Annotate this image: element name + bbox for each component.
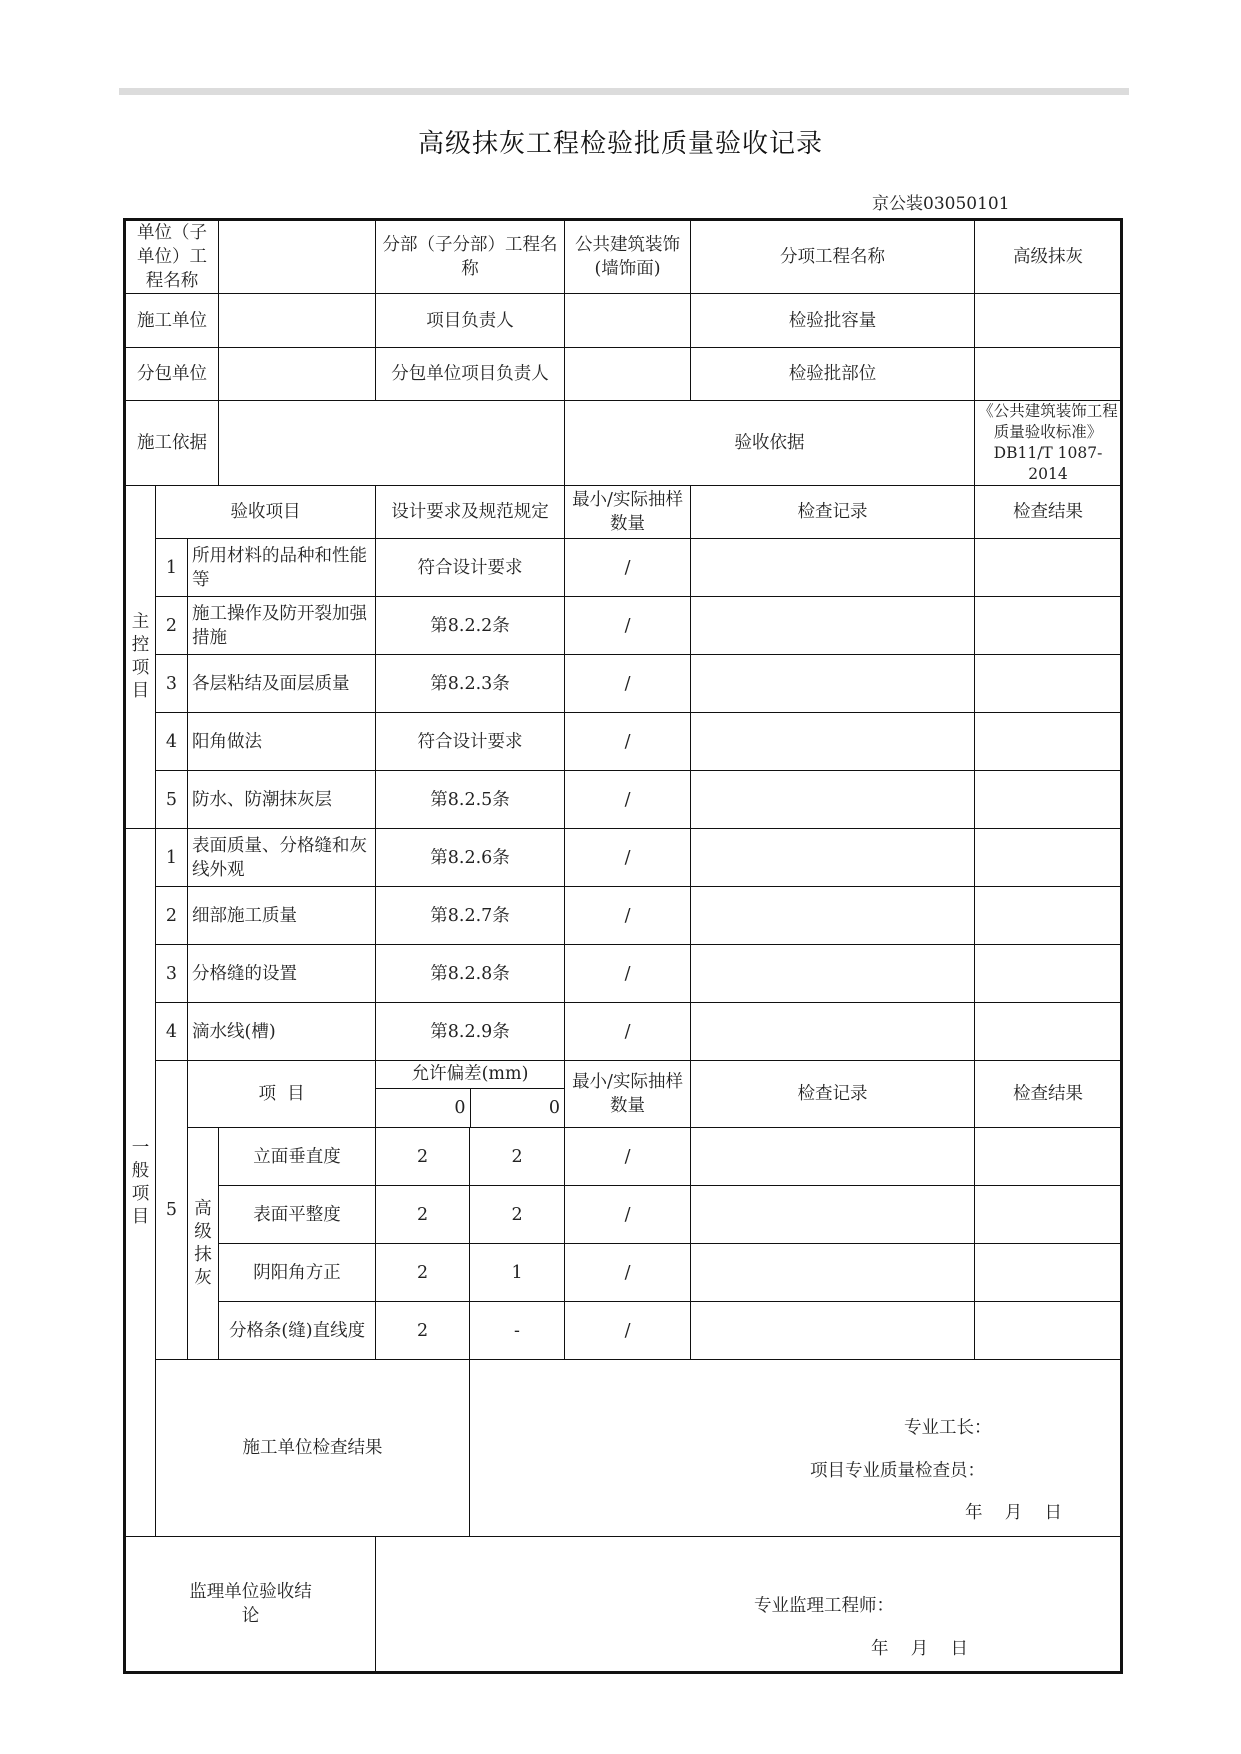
tolerance-label: 允许偏差(mm): [376, 1061, 564, 1089]
supervising-engineer-label: 专业监理工程师：: [754, 1596, 895, 1616]
row-number: 3: [156, 945, 188, 1003]
row-record[interactable]: [691, 1244, 975, 1302]
row-sample[interactable]: /: [565, 887, 691, 945]
row-item: 所用材料的品种和性能等: [188, 539, 376, 597]
table-row: [125, 1128, 1122, 1186]
date-label: 年 月 日: [965, 1503, 1063, 1523]
deviation-record-header: 检查记录: [691, 1061, 975, 1128]
row-item: 表面质量、分格缝和灰线外观: [188, 829, 376, 887]
col-design-header: 设计要求及规范规定: [376, 486, 565, 539]
deviation-result-header: 检查结果: [975, 1061, 1122, 1128]
row-number: 2: [156, 887, 188, 945]
row-requirement: 第8.2.6条: [376, 829, 565, 887]
table-row: [125, 597, 1122, 655]
row-requirement: 第8.2.7条: [376, 887, 565, 945]
main-control-label: 主控项目: [125, 486, 156, 829]
tolerance-header: [376, 1061, 565, 1128]
construction-basis-value[interactable]: [219, 401, 565, 486]
item-name-value[interactable]: 高级抹灰: [975, 220, 1122, 294]
foreman-label: 专业工长：: [904, 1418, 992, 1438]
project-manager-label: 项目负责人: [376, 294, 565, 348]
deviation-group-label: 高级抹灰: [188, 1128, 219, 1360]
row-record[interactable]: [691, 655, 975, 713]
row-sample[interactable]: /: [565, 1128, 691, 1186]
sub-pm-label: 分包单位项目负责人: [376, 348, 565, 401]
row-item: 立面垂直度: [219, 1128, 376, 1186]
row-item: 施工操作及防开裂加强措施: [188, 597, 376, 655]
form-code: 京公装03050101: [872, 194, 1010, 214]
tolerance-col-2: 0: [548, 1098, 561, 1118]
row-record[interactable]: [691, 1302, 975, 1360]
row-result[interactable]: [975, 713, 1122, 771]
table-row: [125, 1003, 1122, 1061]
row-number: 1: [156, 539, 188, 597]
row-number: 4: [156, 713, 188, 771]
row-tolerance-1: 2: [376, 1302, 470, 1360]
row-record[interactable]: [691, 887, 975, 945]
row-result[interactable]: [975, 597, 1122, 655]
quality-inspector-label: 项目专业质量检查员：: [810, 1461, 986, 1481]
row-number: 3: [156, 655, 188, 713]
subdivision-label: 分部（子分部）工程名称: [376, 220, 565, 294]
table-row: [125, 887, 1122, 945]
table-row: [125, 771, 1122, 829]
row-result[interactable]: [975, 1244, 1122, 1302]
table-row: [125, 945, 1122, 1003]
inspection-record-table: [123, 218, 1123, 1674]
row-requirement: 第8.2.9条: [376, 1003, 565, 1061]
row-record[interactable]: [691, 713, 975, 771]
date-label: 年 月 日: [871, 1639, 969, 1659]
row-record[interactable]: [691, 1128, 975, 1186]
supervisor-signature-area[interactable]: [376, 1537, 1122, 1673]
row-item: 分格缝的设置: [188, 945, 376, 1003]
row-item: 防水、防潮抹灰层: [188, 771, 376, 829]
batch-capacity-label: 检验批容量: [691, 294, 975, 348]
row-item: 各层粘结及面层质量: [188, 655, 376, 713]
row-item: 表面平整度: [219, 1186, 376, 1244]
table-row: [125, 829, 1122, 887]
row-result[interactable]: [975, 1003, 1122, 1061]
row-requirement: 第8.2.5条: [376, 771, 565, 829]
row-sample[interactable]: /: [565, 829, 691, 887]
row-record[interactable]: [691, 945, 975, 1003]
row-record[interactable]: [691, 1003, 975, 1061]
row-tolerance-2: 1: [470, 1244, 565, 1302]
row-number: 2: [156, 597, 188, 655]
row-requirement: 符合设计要求: [376, 713, 565, 771]
row-sample[interactable]: /: [565, 539, 691, 597]
subcontractor-label: 分包单位: [125, 348, 219, 401]
item-name-label: 分项工程名称: [691, 220, 975, 294]
row-item: 阳角做法: [188, 713, 376, 771]
constructor-value[interactable]: [219, 294, 376, 348]
row-tolerance-1: 2: [376, 1128, 470, 1186]
row-result[interactable]: [975, 1128, 1122, 1186]
unit-value[interactable]: [219, 220, 376, 294]
constructor-check-label: 施工单位检查结果: [156, 1360, 470, 1537]
row-number: 1: [156, 829, 188, 887]
constructor-label: 施工单位: [125, 294, 219, 348]
row-sample[interactable]: /: [565, 1186, 691, 1244]
acceptance-basis-value: 《公共建筑装饰工程质量验收标准》DB11/T 1087-2014: [975, 401, 1122, 486]
row-result[interactable]: [975, 829, 1122, 887]
row-tolerance-2: 2: [470, 1128, 565, 1186]
project-manager-value[interactable]: [565, 294, 691, 348]
deviation-sample-header: 最小/实际抽样数量: [565, 1061, 691, 1128]
row-result[interactable]: [975, 1186, 1122, 1244]
row-item: 阴阳角方正: [219, 1244, 376, 1302]
row-number: 5: [156, 1061, 188, 1360]
unit-label: 单位（子单位）工程名称: [125, 220, 219, 294]
table-row: [125, 655, 1122, 713]
row-sample[interactable]: /: [565, 1302, 691, 1360]
construction-basis-label: 施工依据: [125, 401, 219, 486]
document-title: 高级抹灰工程检验批质量验收记录: [417, 129, 823, 159]
row-result[interactable]: [975, 1302, 1122, 1360]
table-row: [125, 1302, 1122, 1360]
row-requirement: 第8.2.2条: [376, 597, 565, 655]
general-items-label: 一般项目: [125, 829, 156, 1537]
row-number: 4: [156, 1003, 188, 1061]
supervisor-conclusion-label: 监理单位验收结论: [125, 1537, 376, 1673]
row-sample[interactable]: /: [565, 1003, 691, 1061]
row-sample[interactable]: /: [565, 597, 691, 655]
row-result[interactable]: [975, 539, 1122, 597]
row-requirement: 第8.2.8条: [376, 945, 565, 1003]
row-item: 滴水线(槽): [188, 1003, 376, 1061]
col-record-header: 检查记录: [691, 486, 975, 539]
row-requirement: 符合设计要求: [376, 539, 565, 597]
tolerance-col-1: 0: [376, 1089, 471, 1127]
row-result[interactable]: [975, 887, 1122, 945]
row-tolerance-2: -: [470, 1302, 565, 1360]
table-row: [125, 1186, 1122, 1244]
table-row: [125, 1244, 1122, 1302]
row-requirement: 第8.2.3条: [376, 655, 565, 713]
acceptance-basis-label: 验收依据: [565, 401, 975, 486]
row-result[interactable]: [975, 945, 1122, 1003]
row-item: 分格条(缝)直线度: [219, 1302, 376, 1360]
row-result[interactable]: [975, 771, 1122, 829]
top-divider-bar: [119, 88, 1129, 95]
batch-location-value[interactable]: [975, 348, 1122, 401]
subdivision-value[interactable]: 公共建筑装饰(墙饰面): [565, 220, 691, 294]
row-tolerance-1: 2: [376, 1186, 470, 1244]
row-record[interactable]: [691, 597, 975, 655]
row-result[interactable]: [975, 655, 1122, 713]
batch-capacity-value[interactable]: [975, 294, 1122, 348]
row-record[interactable]: [691, 771, 975, 829]
row-number: 5: [156, 771, 188, 829]
row-record[interactable]: [691, 829, 975, 887]
row-sample[interactable]: /: [565, 1244, 691, 1302]
col-sample-header: 最小/实际抽样数量: [565, 486, 691, 539]
col-item-header: 验收项目: [156, 486, 376, 539]
row-record[interactable]: [691, 539, 975, 597]
row-sample[interactable]: /: [565, 945, 691, 1003]
subcontractor-value[interactable]: [219, 348, 376, 401]
row-tolerance-1: 2: [376, 1244, 470, 1302]
row-sample[interactable]: /: [565, 771, 691, 829]
table-row: [125, 539, 1122, 597]
row-sample[interactable]: /: [565, 713, 691, 771]
constructor-signature-area[interactable]: [470, 1360, 1122, 1537]
table-row: [125, 713, 1122, 771]
deviation-item-header: 项 目: [188, 1061, 376, 1128]
row-tolerance-2: 2: [470, 1186, 565, 1244]
batch-location-label: 检验批部位: [691, 348, 975, 401]
sub-pm-value[interactable]: [565, 348, 691, 401]
row-record[interactable]: [691, 1186, 975, 1244]
row-sample[interactable]: /: [565, 655, 691, 713]
col-result-header: 检查结果: [975, 486, 1122, 539]
row-item: 细部施工质量: [188, 887, 376, 945]
